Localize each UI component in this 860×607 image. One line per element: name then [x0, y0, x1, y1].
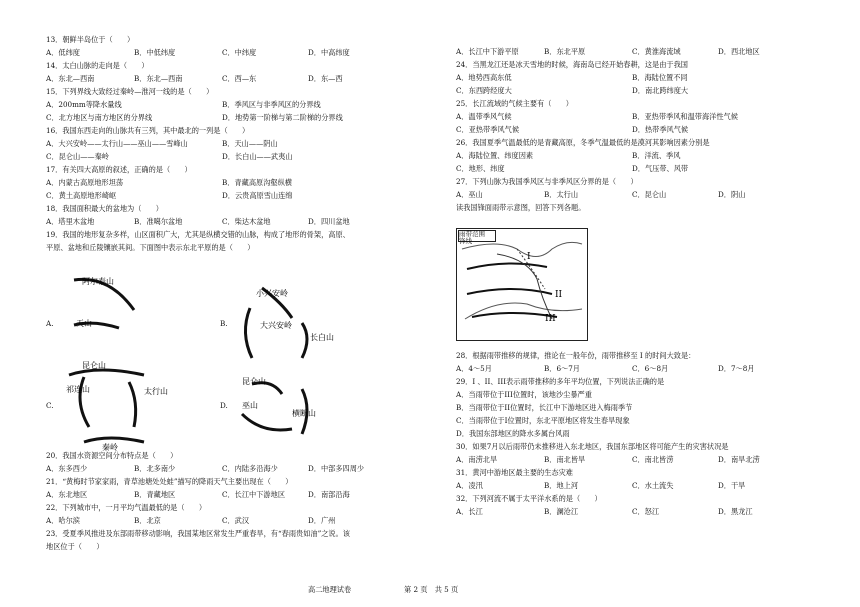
label-qilian: 祁连山: [66, 385, 90, 394]
question-21-stem: 21．“黄梅时节家家雨，青草池塘处处蛙”描写的降雨天气主要出现在（ ）: [46, 477, 293, 486]
question-27-stem: 27．下列山脉为我国季风区与非季风区分界的是（ ）: [456, 177, 638, 186]
question-18-stem: 18．我国面积最大的盆地为（ ）: [46, 204, 163, 213]
question-17-stem: 17．有关四大高原的叙述，正确的是（ ）: [46, 165, 192, 174]
map-legend-title: 雨带范围 锋线: [458, 230, 496, 242]
label-kunlun: 昆仑山: [82, 361, 106, 370]
option-a[interactable]: A．地势西高东低: [456, 73, 512, 82]
question-29-stem: 29．I 、II、III表示雨带推移的多年平均位置，下列说法正确的是: [456, 377, 665, 386]
option-a[interactable]: A．大兴安岭——太行山——巫山——雪峰山: [46, 139, 188, 148]
footer-page: 第 2 页 共 5 页: [404, 585, 459, 594]
diagram-b: [232, 278, 334, 368]
question-25-stem: 25．长江流域的气候主要有（ ）: [456, 99, 573, 108]
option-d[interactable]: D．地势第一阶梯与第二阶梯的分界线: [222, 113, 343, 122]
option-c[interactable]: C．地形、纬度: [456, 164, 505, 173]
option-a[interactable]: A．4～5月: [456, 364, 492, 373]
diagram-d: [232, 374, 322, 444]
option-a[interactable]: A．巫山: [456, 190, 483, 199]
question-22-stem: 22．下列城市中，一月平均气温最低的是（ ）: [46, 503, 207, 512]
option-b[interactable]: B．季风区与非季风区的分界线: [222, 100, 321, 109]
question-16-stem: 16．我国东西走向的山脉共有三列，其中最北的一列是（ ）: [46, 126, 250, 135]
option-b[interactable]: B．中低纬度: [134, 48, 176, 57]
option-d[interactable]: D．中高纬度: [308, 48, 350, 57]
label-daxinganling: 大兴安岭: [260, 321, 292, 330]
question-14-stem: 14．太白山脉的走向是（ ）: [46, 61, 149, 70]
option-a[interactable]: A．东北地区: [46, 490, 88, 499]
option-a[interactable]: A．温带季风气候: [456, 112, 512, 121]
label-kunlun-d: 昆仑山: [242, 377, 266, 386]
option-c[interactable]: C．怒江: [632, 507, 660, 516]
option-b[interactable]: B．东北平原: [544, 47, 586, 56]
option-b[interactable]: B．准噶尔盆地: [134, 217, 183, 226]
option-d[interactable]: D．气压带、风带: [632, 164, 689, 173]
option-a[interactable]: A．长江: [456, 507, 483, 516]
label-changbaishan: 长白山: [310, 333, 334, 342]
option-b[interactable]: B．亚热带季风和温带海洋性气候: [632, 112, 738, 121]
label-tianshan: 天山: [76, 319, 92, 328]
option-c[interactable]: C．黄土高原地形崎岖: [46, 191, 117, 200]
option-c[interactable]: C．亚热带季风气候: [456, 125, 520, 134]
option-b[interactable]: B．地上河: [544, 481, 579, 490]
question-29-option-a[interactable]: A．当雨带位于III位置时，该地沙尘暴严重: [456, 390, 592, 399]
option-a[interactable]: A．低纬度: [46, 48, 80, 57]
question-29-option-d[interactable]: D．我国东部地区的降水多属台风雨: [456, 429, 570, 438]
option-c[interactable]: C．柴达木盆地: [222, 217, 271, 226]
option-b[interactable]: B．北多南少: [134, 464, 176, 473]
option-c[interactable]: C．昆仑山: [632, 190, 667, 199]
option-a[interactable]: A．内蒙古高原地形坦荡: [46, 178, 124, 187]
option-a[interactable]: A．塔里木盆地: [46, 217, 95, 226]
diagram-c: [64, 372, 168, 452]
question-28-stem: 28．根据雨带推移的规律，推论在一般年份，雨带推移至 I 的时间大致是：: [456, 351, 696, 360]
label-qinling: 秦岭: [102, 443, 118, 452]
option-a[interactable]: A．哈尔滨: [46, 516, 80, 525]
question-20-stem: 20．我国水资源空间分布特点是（ ）: [46, 451, 178, 460]
option-c[interactable]: C．内陆多沿海少: [222, 464, 278, 473]
option-d[interactable]: D．东—西: [308, 74, 343, 83]
option-d[interactable]: D．南旱北涝: [718, 455, 760, 464]
question-26-stem: 26．我国夏季气温最低的是青藏高原，冬季气温最低的是漠河其影响因素分别是: [456, 138, 710, 147]
option-b[interactable]: B．北京: [134, 516, 161, 525]
question-31-stem: 31．黄河中游地区最主要的生态灾难: [456, 468, 573, 477]
option-c[interactable]: C．北方地区与南方地区的分界线: [46, 113, 153, 122]
diagram-b-label[interactable]: B.: [220, 319, 228, 328]
option-d[interactable]: D．云贵高原雪山连绵: [222, 191, 293, 200]
label-altai: 阿尔泰山: [82, 277, 114, 286]
option-a[interactable]: A．海陆位置、纬度因素: [456, 151, 534, 160]
option-d[interactable]: D．长白山——武夷山: [222, 152, 293, 161]
option-a[interactable]: A．东多西少: [46, 464, 88, 473]
option-d[interactable]: D．南北跨纬度大: [632, 86, 689, 95]
question-30-stem: 30．如果7月以后雨带仍未推移进入东北地区，我国东部地区将可能产生的灾害状况是: [456, 442, 729, 451]
option-c[interactable]: C．水土流失: [632, 481, 674, 490]
option-d[interactable]: D．热带季风气候: [632, 125, 689, 134]
question-19-stem-cont: 平原、盆地和丘陵镶嵌其间。下面图中表示东北平原的是（ ）: [46, 243, 255, 252]
label-xiaoxinganling: 小兴安岭: [256, 289, 288, 298]
option-d[interactable]: D．黑龙江: [718, 507, 753, 516]
option-d[interactable]: D．阴山: [718, 190, 746, 199]
option-d[interactable]: D．广州: [308, 516, 336, 525]
option-d[interactable]: D．四川盆地: [308, 217, 350, 226]
question-13-stem: 13．朝鲜半岛位于（ ）: [46, 35, 135, 44]
option-b[interactable]: B．洋流、季风: [632, 151, 681, 160]
question-19-stem: 19．我国的地形复杂多样，山区面积广大，尤其是纵横交错的山脉，构成了地形的骨架，高原、: [46, 230, 350, 239]
diagram-c-label[interactable]: C.: [46, 401, 54, 410]
option-c[interactable]: C．武汉: [222, 516, 250, 525]
option-b[interactable]: B．东北—西南: [134, 74, 183, 83]
option-c[interactable]: C．东西跨经度大: [456, 86, 512, 95]
question-32-stem: 32．下列河流不属于太平洋水系的是（ ）: [456, 494, 602, 503]
option-a[interactable]: A．200mm等降水量线: [46, 100, 122, 109]
diagram-a: [64, 270, 174, 380]
option-d[interactable]: D．南部沿海: [308, 490, 350, 499]
option-d[interactable]: D．干旱: [718, 481, 746, 490]
option-c[interactable]: C．6～8月: [632, 364, 669, 373]
option-b[interactable]: B．青藏地区: [134, 490, 176, 499]
option-c[interactable]: C．长江中下游地区: [222, 490, 286, 499]
question-23-stem: 23．受夏季风推进及东部雨带移动影响，我国某地区常发生严重春旱，有“春雨贵如油”之说。该: [46, 529, 350, 538]
option-a[interactable]: A．南涝北旱: [456, 455, 498, 464]
option-a[interactable]: A．凌汛: [456, 481, 483, 490]
diagram-a-label[interactable]: A.: [46, 319, 54, 328]
label-iii: III: [545, 314, 556, 324]
option-a[interactable]: A．东北—西南: [46, 74, 95, 83]
label-ii: II: [555, 290, 563, 300]
option-a[interactable]: A．长江中下游平原: [456, 47, 519, 56]
option-d[interactable]: D．7～8月: [718, 364, 755, 373]
option-b[interactable]: B．南北皆旱: [544, 455, 586, 464]
option-c[interactable]: C．西—东: [222, 74, 257, 83]
map-intro: 读我国锋面雨带示意图，回答下列各题。: [456, 203, 586, 212]
label-wushan: 巫山: [242, 401, 258, 410]
footer-title: 高二地理试卷: [308, 585, 352, 594]
option-d[interactable]: D．中部多四周少: [308, 464, 365, 473]
option-c[interactable]: C．南北皆涝: [632, 455, 674, 464]
option-b[interactable]: B．青藏高原沟壑纵横: [222, 178, 292, 187]
option-c[interactable]: C．黄淮海流域: [632, 47, 681, 56]
question-29-option-b[interactable]: B．当雨带位于II位置时，长江中下游地区进入梅雨季节: [456, 403, 633, 412]
option-b[interactable]: B．澜沧江: [544, 507, 579, 516]
option-b[interactable]: B．6～7月: [544, 364, 580, 373]
option-c[interactable]: C．昆仑山——秦岭: [46, 152, 110, 161]
question-24-stem: 24．当黑龙江还是冰天雪地的时候，海南岛已经开始春耕，这是由于我国: [456, 60, 688, 69]
diagram-d-label[interactable]: D.: [220, 401, 228, 410]
question-23-stem-cont: 地区位于（ ）: [46, 542, 104, 551]
option-b[interactable]: B．海陆位置不同: [632, 73, 688, 82]
label-i: I: [527, 252, 531, 262]
rain-belt-map: [456, 228, 588, 341]
label-hengduan: 横断山: [292, 409, 316, 418]
question-15-stem: 15．下列界线大致经过秦岭—淮河一线的是（ ）: [46, 87, 214, 96]
question-29-option-c[interactable]: C．当雨带位于I位置时，东北平原地区将发生春旱现象: [456, 416, 630, 425]
option-c[interactable]: C．中纬度: [222, 48, 257, 57]
label-taihang: 太行山: [144, 387, 168, 396]
option-b[interactable]: B．天山——阴山: [222, 139, 278, 148]
option-d[interactable]: D．西北地区: [718, 47, 760, 56]
option-b[interactable]: B．太行山: [544, 190, 579, 199]
